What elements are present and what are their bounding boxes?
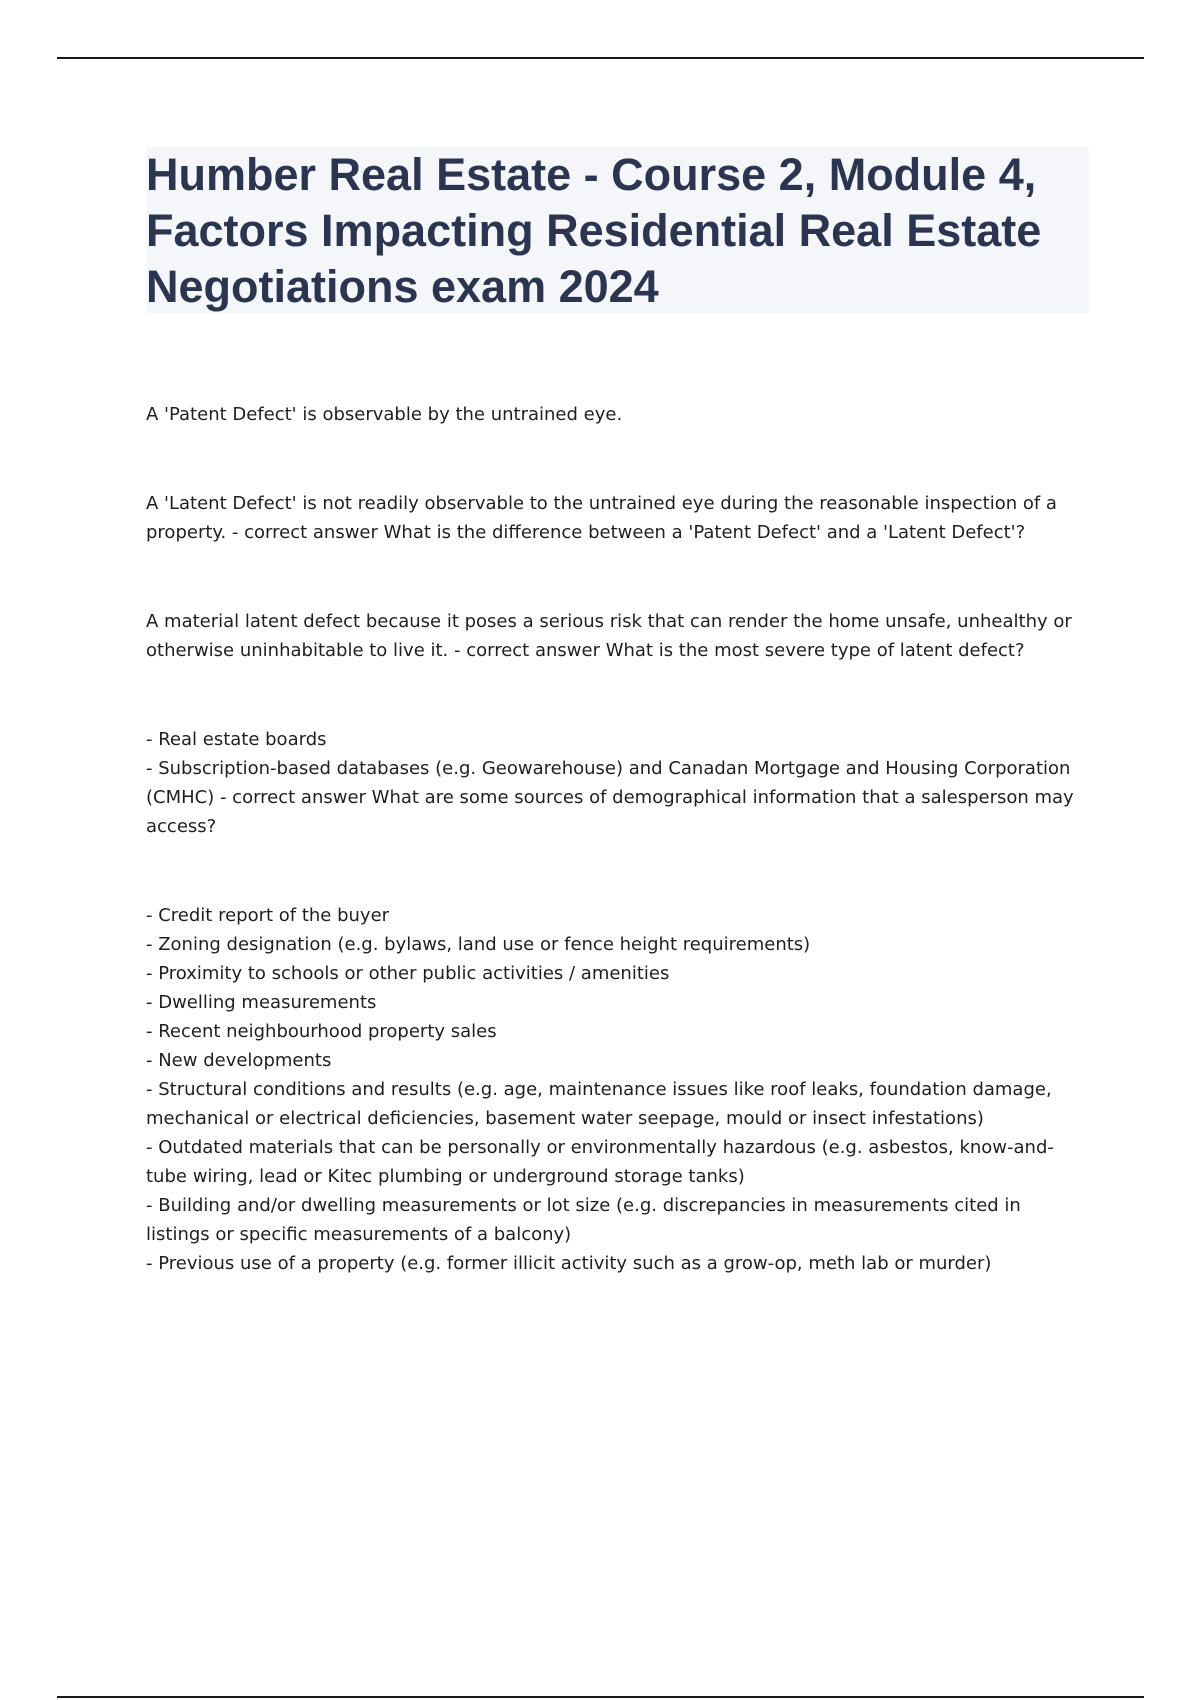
qa-line: - Outdated materials that can be personally or environmentally hazardous (e.g. asbestos, know-and-tube wiring, lead or Kitec plumbing or underground storage tanks) — [146, 1137, 1054, 1187]
qa-line: A 'Patent Defect' is observable by the untrained eye. — [146, 404, 623, 425]
bottom-rule — [57, 1696, 1144, 1698]
qa-line: - Zoning designation (e.g. bylaws, land use or fence height requirements) — [146, 934, 811, 955]
qa-line: - Proximity to schools or other public activities / amenities — [146, 963, 670, 984]
qa-line: - Structural conditions and results (e.g. age, maintenance issues like roof leaks, foundation damage, mechanical or electrical deficiencies, basement water seepage, mould or insect infestations) — [146, 1079, 1052, 1129]
top-rule — [57, 57, 1144, 59]
qa-block-5 — [146, 901, 1090, 1278]
qa-line: - Subscription-based databases (e.g. Geowarehouse) and Canadan Mortgage and Housing Corporation (CMHC) - correct answer What are some sources of demographical information that a salesperson may access? — [146, 758, 1074, 837]
qa-block-2 — [146, 489, 1090, 547]
qa-line: A material latent defect because it poses a serious risk that can render the home unsafe, unhealthy or otherwise uninhabitable to live it. - correct answer What is the most severe type of latent defect? — [146, 611, 1072, 661]
qa-line: - Real estate boards — [146, 729, 327, 750]
qa-line: - New developments — [146, 1050, 332, 1071]
qa-block-1 — [146, 400, 1090, 429]
qa-line: - Previous use of a property (e.g. former illicit activity such as a grow-op, meth lab or murder) — [146, 1253, 992, 1274]
document-title: Humber Real Estate - Course 2, Module 4, Factors Impacting Residential Real Estate Negotiations exam 2024 — [146, 149, 1042, 312]
qa-line: - Building and/or dwelling measurements or lot size (e.g. discrepancies in measurements cited in listings or specific measurements of a balcony) — [146, 1195, 1021, 1245]
qa-block-3 — [146, 607, 1090, 665]
qa-block-4 — [146, 725, 1090, 841]
qa-line: A 'Latent Defect' is not readily observable to the untrained eye during the reasonable inspection of a property. - correct answer What is the difference between a 'Patent Defect' and a 'Latent Defect'? — [146, 493, 1057, 543]
qa-line: - Recent neighbourhood property sales — [146, 1021, 497, 1042]
title-banner — [146, 147, 1089, 313]
document-body — [146, 400, 1090, 1338]
qa-line: - Credit report of the buyer — [146, 905, 390, 926]
qa-line: - Dwelling measurements — [146, 992, 377, 1013]
